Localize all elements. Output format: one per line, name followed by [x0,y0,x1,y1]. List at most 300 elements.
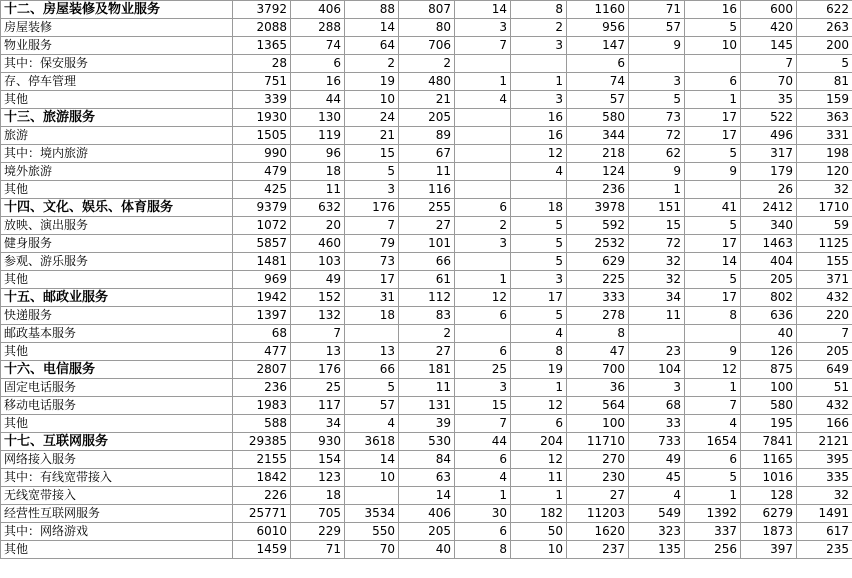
table-row [1,505,852,523]
value-cell: 50 [511,523,567,541]
value-cell: 477 [233,343,291,361]
value-cell: 7 [455,415,511,433]
table-row [1,163,852,181]
value-cell: 1983 [233,397,291,415]
value-cell: 10 [685,37,741,55]
value-cell: 63 [399,469,455,487]
row-label: 其他 [1,181,233,199]
value-cell: 154 [291,451,345,469]
value-cell: 23 [629,343,685,361]
value-cell: 131 [399,397,455,415]
value-cell: 2 [399,325,455,343]
value-cell: 32 [797,181,852,199]
table-row [1,235,852,253]
value-cell: 5 [685,145,741,163]
row-label: 十六、电信服务 [1,361,233,379]
row-label: 邮政基本服务 [1,325,233,343]
value-cell: 2 [511,19,567,37]
value-cell: 155 [797,253,852,271]
value-cell: 1505 [233,127,291,145]
value-cell: 9379 [233,199,291,217]
value-cell: 8 [685,307,741,325]
value-cell: 101 [399,235,455,253]
value-cell: 57 [629,19,685,37]
value-cell: 1842 [233,469,291,487]
row-label: 其中：网络游戏 [1,523,233,541]
row-label: 十五、邮政业服务 [1,289,233,307]
table-row [1,433,852,451]
value-cell: 5 [511,307,567,325]
value-cell: 1654 [685,433,741,451]
value-cell: 29385 [233,433,291,451]
value-cell: 7 [291,325,345,343]
value-cell: 71 [629,1,685,19]
value-cell: 3 [511,37,567,55]
value-cell: 3 [455,379,511,397]
row-label: 网络接入服务 [1,451,233,469]
value-cell: 11 [511,469,567,487]
value-cell: 6 [567,55,629,73]
row-label: 移动电话服务 [1,397,233,415]
value-cell [455,127,511,145]
value-cell: 200 [797,37,852,55]
row-label: 境外旅游 [1,163,233,181]
value-cell [685,55,741,73]
table-row [1,181,852,199]
value-cell [511,55,567,73]
value-cell: 218 [567,145,629,163]
value-cell: 34 [629,289,685,307]
value-cell: 363 [797,109,852,127]
value-cell [685,181,741,199]
table-row [1,271,852,289]
value-cell: 1 [511,487,567,505]
value-cell: 15 [629,217,685,235]
value-cell: 36 [567,379,629,397]
value-cell: 19 [511,361,567,379]
value-cell: 179 [741,163,797,181]
row-label: 放映、演出服务 [1,217,233,235]
table-row [1,109,852,127]
value-cell: 12 [685,361,741,379]
value-cell: 4 [455,91,511,109]
value-cell: 11 [291,181,345,199]
table-row [1,469,852,487]
value-cell: 479 [233,163,291,181]
value-cell: 1160 [567,1,629,19]
value-cell: 14 [345,19,399,37]
value-cell: 5 [629,91,685,109]
row-label: 十四、文化、娱乐、体育服务 [1,199,233,217]
value-cell: 62 [629,145,685,163]
value-cell: 12 [511,451,567,469]
value-cell: 600 [741,1,797,19]
value-cell: 19 [345,73,399,91]
value-cell: 1016 [741,469,797,487]
value-cell: 432 [797,289,852,307]
value-cell: 27 [399,343,455,361]
value-cell: 123 [291,469,345,487]
value-cell: 636 [741,307,797,325]
value-cell: 323 [629,523,685,541]
value-cell: 930 [291,433,345,451]
value-cell: 49 [629,451,685,469]
value-cell: 20 [291,217,345,235]
value-cell: 18 [291,487,345,505]
value-cell: 230 [567,469,629,487]
value-cell: 100 [741,379,797,397]
value-cell: 181 [399,361,455,379]
value-cell: 57 [345,397,399,415]
value-cell: 89 [399,127,455,145]
value-cell: 1 [455,487,511,505]
value-cell: 70 [345,541,399,559]
value-cell: 969 [233,271,291,289]
value-cell: 7 [455,37,511,55]
row-label: 十三、旅游服务 [1,109,233,127]
value-cell: 1620 [567,523,629,541]
row-label: 其他 [1,91,233,109]
value-cell: 72 [629,235,685,253]
table-row [1,19,852,37]
row-label: 固定电话服务 [1,379,233,397]
value-cell: 5 [685,271,741,289]
value-cell: 27 [399,217,455,235]
value-cell: 4 [511,163,567,181]
value-cell: 195 [741,415,797,433]
value-cell: 5857 [233,235,291,253]
value-cell: 83 [399,307,455,325]
value-cell: 73 [629,109,685,127]
row-label: 经营性互联网服务 [1,505,233,523]
value-cell: 3 [345,181,399,199]
value-cell: 990 [233,145,291,163]
value-cell: 7 [797,325,852,343]
value-cell: 1481 [233,253,291,271]
value-cell: 6 [455,343,511,361]
value-cell: 7841 [741,433,797,451]
value-cell: 74 [291,37,345,55]
value-cell: 74 [567,73,629,91]
value-cell: 8 [567,325,629,343]
row-label: 房屋装修 [1,19,233,37]
value-cell: 11 [399,163,455,181]
value-cell: 629 [567,253,629,271]
value-cell: 622 [797,1,852,19]
value-cell: 956 [567,19,629,37]
value-cell: 6 [685,451,741,469]
value-cell: 3 [511,91,567,109]
value-cell: 580 [741,397,797,415]
table-row [1,217,852,235]
table-row [1,37,852,55]
value-cell: 119 [291,127,345,145]
value-cell [345,325,399,343]
value-cell [629,55,685,73]
value-cell: 339 [233,91,291,109]
value-cell: 47 [567,343,629,361]
table-row [1,397,852,415]
value-cell: 4 [345,415,399,433]
value-cell: 16 [685,1,741,19]
row-label: 其他 [1,343,233,361]
value-cell: 8 [455,541,511,559]
value-cell: 1 [511,73,567,91]
value-cell: 32 [797,487,852,505]
value-cell: 236 [567,181,629,199]
value-cell: 205 [741,271,797,289]
value-cell: 220 [797,307,852,325]
value-cell: 2121 [797,433,852,451]
value-cell: 1 [455,271,511,289]
value-cell: 16 [511,127,567,145]
value-cell: 1 [455,73,511,91]
value-cell: 549 [629,505,685,523]
value-cell: 6 [455,199,511,217]
value-cell: 7 [741,55,797,73]
value-cell [685,325,741,343]
value-cell: 145 [741,37,797,55]
value-cell: 6279 [741,505,797,523]
value-cell: 66 [345,361,399,379]
value-cell: 1125 [797,235,852,253]
value-cell: 2 [399,55,455,73]
value-cell: 205 [797,343,852,361]
value-cell: 176 [345,199,399,217]
value-cell: 68 [629,397,685,415]
value-cell [511,181,567,199]
value-cell: 35 [741,91,797,109]
value-cell: 10 [345,469,399,487]
table-row [1,451,852,469]
value-cell: 700 [567,361,629,379]
value-cell: 3534 [345,505,399,523]
value-cell: 550 [345,523,399,541]
value-cell: 176 [291,361,345,379]
value-cell: 496 [741,127,797,145]
value-cell: 21 [399,91,455,109]
value-cell: 3 [629,73,685,91]
value-cell: 8 [511,1,567,19]
value-cell [455,55,511,73]
value-cell [629,325,685,343]
value-cell: 1365 [233,37,291,55]
value-cell: 1710 [797,199,852,217]
value-cell: 12 [455,289,511,307]
value-cell: 4 [511,325,567,343]
value-cell: 3 [455,19,511,37]
value-cell: 70 [741,73,797,91]
value-cell: 751 [233,73,291,91]
value-cell: 40 [741,325,797,343]
value-cell: 103 [291,253,345,271]
value-cell: 256 [685,541,741,559]
value-cell: 235 [797,541,852,559]
value-cell: 72 [629,127,685,145]
value-cell: 13 [291,343,345,361]
value-cell: 104 [629,361,685,379]
value-cell: 237 [567,541,629,559]
value-cell: 7 [345,217,399,235]
value-cell: 130 [291,109,345,127]
row-label: 其中：境内旅游 [1,145,233,163]
value-cell: 10 [511,541,567,559]
value-cell: 116 [399,181,455,199]
value-cell: 15 [345,145,399,163]
value-cell: 2 [455,217,511,235]
value-cell: 12 [511,145,567,163]
row-label: 健身服务 [1,235,233,253]
value-cell: 3792 [233,1,291,19]
value-cell: 580 [567,109,629,127]
value-cell: 802 [741,289,797,307]
value-cell: 81 [797,73,852,91]
value-cell: 182 [511,505,567,523]
value-cell: 27 [567,487,629,505]
table-row [1,127,852,145]
value-cell: 17 [685,289,741,307]
row-label: 其他 [1,271,233,289]
value-cell: 875 [741,361,797,379]
table-row [1,1,852,19]
value-cell: 14 [455,1,511,19]
value-cell: 9 [629,163,685,181]
value-cell: 4 [455,469,511,487]
value-cell: 592 [567,217,629,235]
value-cell: 2 [345,55,399,73]
value-cell: 460 [291,235,345,253]
value-cell: 18 [511,199,567,217]
value-cell: 7 [685,397,741,415]
value-cell: 2807 [233,361,291,379]
value-cell [455,325,511,343]
row-label: 其他 [1,541,233,559]
value-cell: 397 [741,541,797,559]
row-label: 参观、游乐服务 [1,253,233,271]
value-cell: 124 [567,163,629,181]
value-cell: 395 [797,451,852,469]
value-cell: 68 [233,325,291,343]
value-cell: 25 [291,379,345,397]
value-cell: 79 [345,235,399,253]
value-cell: 5 [511,217,567,235]
value-cell: 59 [797,217,852,235]
value-cell: 5 [797,55,852,73]
table-row [1,343,852,361]
value-cell: 39 [399,415,455,433]
value-cell: 1 [685,91,741,109]
value-cell: 16 [291,73,345,91]
row-label: 无线宽带接入 [1,487,233,505]
value-cell: 706 [399,37,455,55]
table-row [1,415,852,433]
value-cell: 331 [797,127,852,145]
value-cell: 2155 [233,451,291,469]
value-cell: 16 [511,109,567,127]
value-cell: 88 [345,1,399,19]
value-cell: 3618 [345,433,399,451]
value-cell: 6010 [233,523,291,541]
value-cell: 3978 [567,199,629,217]
value-cell: 32 [629,253,685,271]
row-label: 旅游 [1,127,233,145]
value-cell: 64 [345,37,399,55]
value-cell: 33 [629,415,685,433]
value-cell: 128 [741,487,797,505]
value-cell: 2412 [741,199,797,217]
value-cell: 152 [291,289,345,307]
row-label: 十七、互联网服务 [1,433,233,451]
value-cell: 4 [685,415,741,433]
table-row [1,253,852,271]
value-cell: 632 [291,199,345,217]
value-cell: 1072 [233,217,291,235]
value-cell [455,181,511,199]
value-cell: 18 [291,163,345,181]
value-cell [455,145,511,163]
value-cell: 44 [291,91,345,109]
value-cell: 588 [233,415,291,433]
value-cell: 1873 [741,523,797,541]
value-cell: 807 [399,1,455,19]
value-cell: 6 [511,415,567,433]
value-cell: 5 [685,469,741,487]
row-label: 物业服务 [1,37,233,55]
value-cell: 404 [741,253,797,271]
table-row [1,145,852,163]
value-cell: 66 [399,253,455,271]
value-cell: 159 [797,91,852,109]
table-row [1,541,852,559]
value-cell: 5 [345,163,399,181]
value-cell: 120 [797,163,852,181]
value-cell: 45 [629,469,685,487]
value-cell: 11710 [567,433,629,451]
value-cell: 198 [797,145,852,163]
value-cell: 205 [399,109,455,127]
table-row [1,325,852,343]
value-cell: 425 [233,181,291,199]
value-cell: 432 [797,397,852,415]
value-cell: 6 [685,73,741,91]
table-row [1,73,852,91]
value-cell: 71 [291,541,345,559]
value-cell: 5 [685,19,741,37]
value-cell: 420 [741,19,797,37]
value-cell: 335 [797,469,852,487]
value-cell: 11 [399,379,455,397]
value-cell: 317 [741,145,797,163]
value-cell: 41 [685,199,741,217]
value-cell: 1942 [233,289,291,307]
value-cell: 31 [345,289,399,307]
value-cell: 17 [685,109,741,127]
table-row [1,55,852,73]
value-cell: 49 [291,271,345,289]
row-label: 其中：有线宽带接入 [1,469,233,487]
value-cell: 100 [567,415,629,433]
value-cell [455,163,511,181]
value-cell: 204 [511,433,567,451]
value-cell: 17 [685,127,741,145]
value-cell: 15 [455,397,511,415]
value-cell: 9 [629,37,685,55]
value-cell: 1 [685,487,741,505]
value-cell: 14 [345,451,399,469]
value-cell: 8 [511,343,567,361]
value-cell: 24 [345,109,399,127]
value-cell: 67 [399,145,455,163]
